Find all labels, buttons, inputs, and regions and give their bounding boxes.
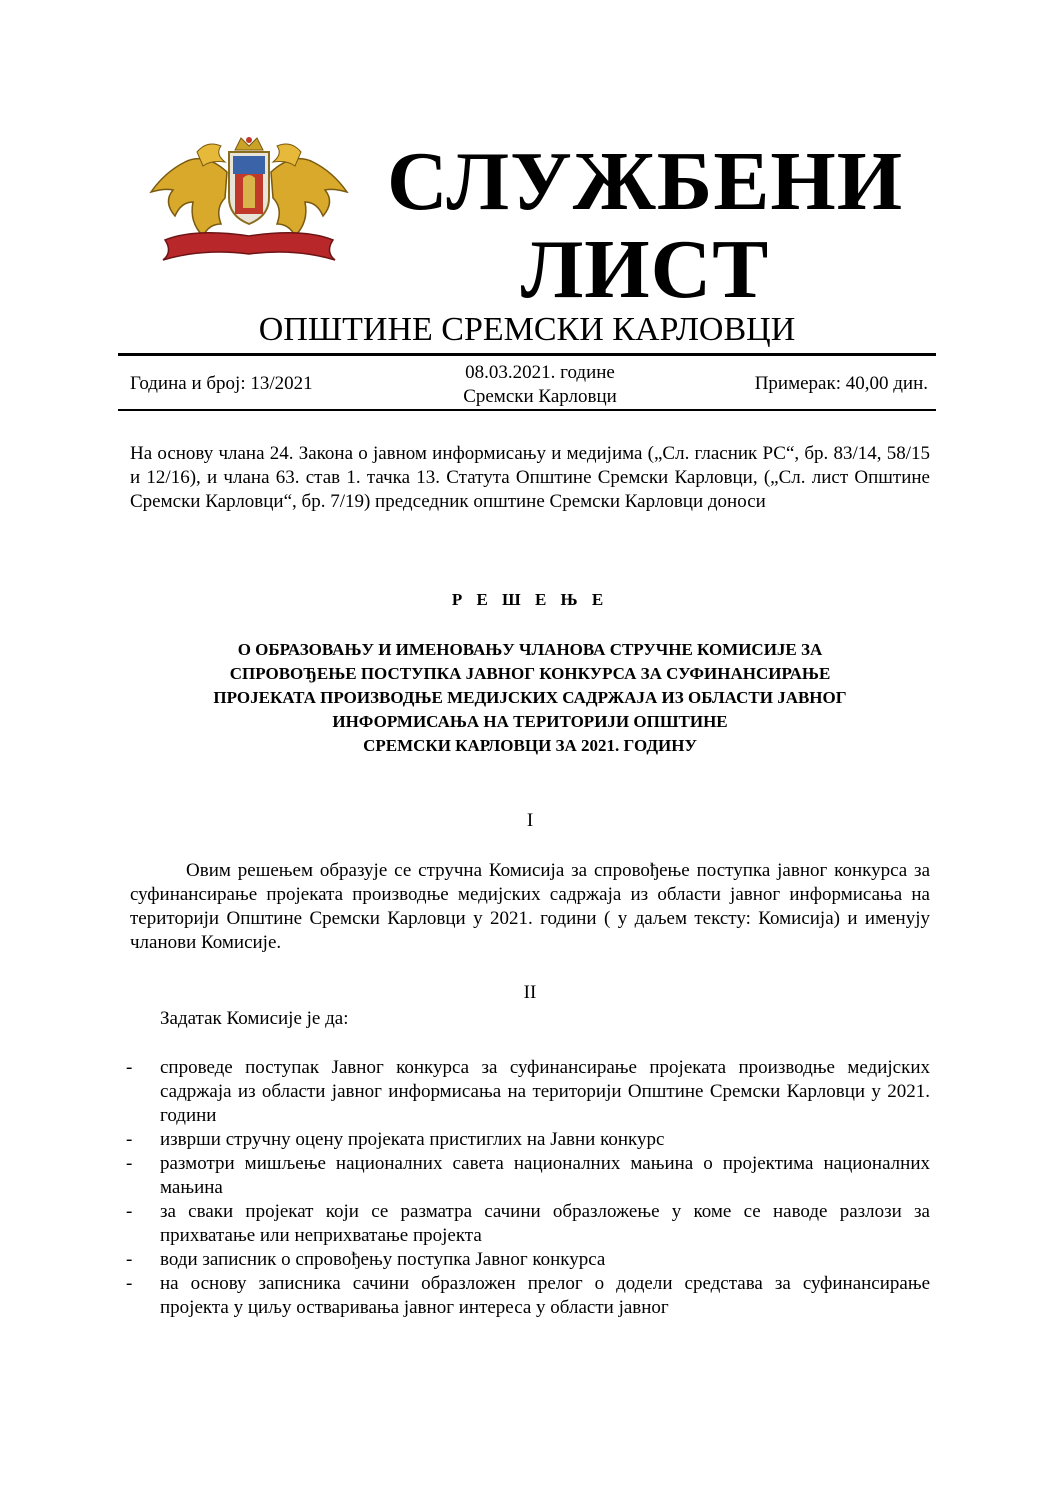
- subject-line: СПРОВОЂЕЊЕ ПОСТУПКА ЈАВНОГ КОНКУРСА ЗА СУФИНАНСИРАЊЕ: [229, 664, 831, 683]
- list-bullet: -: [126, 1129, 133, 1150]
- copy-price: Примерак: 40,00 дин.: [754, 373, 928, 394]
- header-rule-bottom: [118, 409, 936, 411]
- decision-subject: [118, 638, 942, 758]
- list-item: [118, 1248, 930, 1272]
- list-item-text: изврши стручну оцену пројеката пристиглих на Јавни конкурс: [160, 1129, 665, 1150]
- legal-basis-paragraph: На основу члана 24. Закона о јавном информисању и медијима („Сл. гласник РС“, бр. 83/14, 58/15 и 12/16), и члана 63. став 1. тачка 13. Статута Општине Сремски Карловци, („Сл. лист Општине Сремски Карловци“, бр. 7/19) председник општине Сремски Карловци доноси: [130, 443, 930, 512]
- subject-line: ПРОЈЕКАТА ПРОИЗВОДЊЕ МЕДИЈСКИХ САДРЖАЈА ИЗ ОБЛАСТИ ЈАВНОГ: [213, 688, 847, 707]
- list-item: [118, 1272, 930, 1320]
- list-item-text: за сваки пројекат који се разматра сачини образложење у коме се наводе разлози за прихватање или неприхватање пројекта: [160, 1201, 930, 1246]
- list-item-text: води записник о спровођењу поступка Јавног конкурса: [160, 1249, 606, 1270]
- section-numeral-1: I: [526, 810, 534, 831]
- header-rule-top: [118, 353, 936, 356]
- section-numeral-2: II: [523, 982, 537, 1003]
- list-bullet: -: [126, 1201, 133, 1222]
- section-2-intro: Задатак Комисије је да:: [160, 1008, 349, 1029]
- issue-date: 08.03.2021. године: [465, 362, 615, 383]
- list-bullet: -: [126, 1273, 133, 1294]
- list-bullet: -: [126, 1153, 133, 1174]
- gazette-title-line2: ЛИСТ: [520, 223, 770, 316]
- subject-line: ИНФОРМИСАЊА НА ТЕРИТОРИЈИ ОПШТИНЕ: [332, 712, 728, 731]
- decision-heading: Р Е Ш Е Њ Е: [451, 590, 609, 609]
- list-bullet: -: [126, 1057, 133, 1078]
- list-item-text: размотри мишљење националних савета националних мањина о пројектима националних мањина: [160, 1153, 930, 1198]
- date-and-place: [420, 361, 660, 409]
- year-and-number: Година и број: 13/2021: [130, 373, 313, 394]
- list-item-text: спроведе поступак Јавног конкурса за суфинансирање пројеката производње медијских садржаја из области јавног информисања на територији Општине Сремски Карловци у 2021. години: [160, 1057, 930, 1126]
- issue-place: Сремски Карловци: [463, 386, 617, 407]
- section-1-paragraph: Овим решењем образује се стручна Комисија за спровођење поступка јавног конкурса за суфинансирање пројеката производње медијских садржаја из области јавног информисања на територији Општине Сремски Карловци у 2021. години ( у даљем тексту: Комисија) и именују чланови Комисије.: [130, 860, 930, 953]
- subject-line: СРЕМСКИ КАРЛОВЦИ ЗА 2021. ГОДИНУ: [363, 736, 697, 755]
- subject-line: О ОБРАЗОВАЊУ И ИМЕНОВАЊУ ЧЛАНОВА СТРУЧНЕ КОМИСИЈЕ ЗА: [237, 640, 823, 659]
- coat-of-arms-icon: [145, 132, 353, 264]
- list-bullet: -: [126, 1249, 133, 1270]
- gazette-subtitle: ОПШТИНЕ СРЕМСКИ КАРЛОВЦИ: [258, 311, 796, 348]
- gazette-title-line1: СЛУЖБЕНИ: [386, 135, 904, 228]
- list-item: [118, 1056, 930, 1128]
- list-item: [118, 1128, 930, 1152]
- task-list: [118, 1056, 930, 1320]
- list-item: [118, 1200, 930, 1248]
- list-item-text: на основу записника сачини образложен прелог о додели средстава за суфинансирање пројекта у циљу остваривања јавног интереса у области јавног: [160, 1273, 930, 1318]
- list-item: [118, 1152, 930, 1200]
